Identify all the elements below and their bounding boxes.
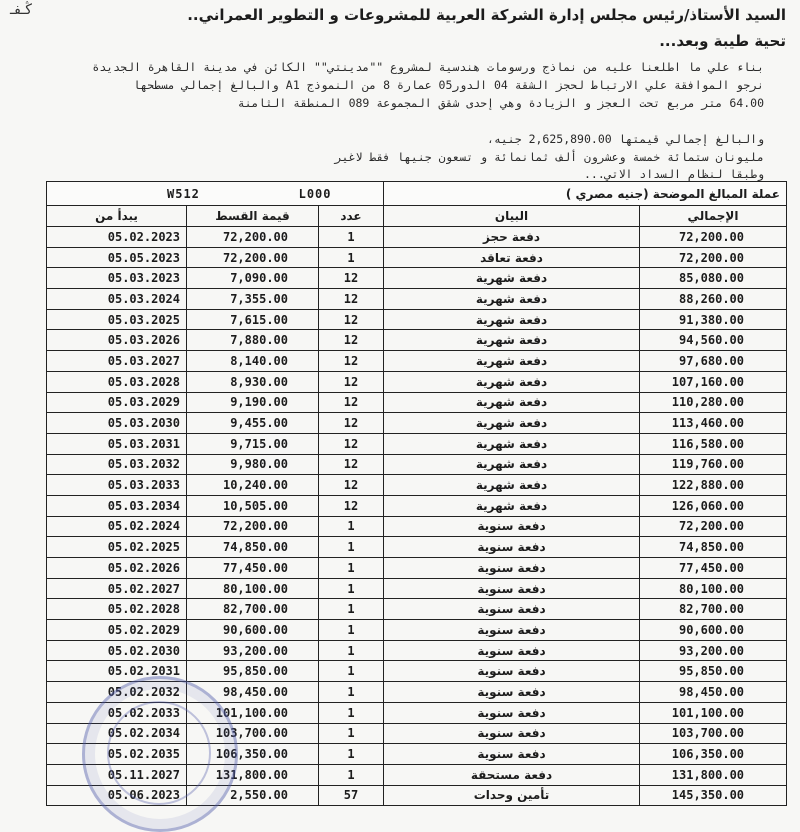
cell-count: 12: [319, 475, 384, 496]
table-row: [47, 537, 787, 558]
cell-installment: 7,090.00: [187, 268, 319, 289]
cell-desc: دفعة شهرية: [384, 433, 640, 454]
cell-total: 82,700.00: [640, 599, 787, 620]
cell-desc: دفعة شهرية: [384, 454, 640, 475]
cell-desc: دفعة شهرية: [384, 495, 640, 516]
cell-start: 05.06.2023: [47, 785, 187, 806]
cell-count: 1: [319, 661, 384, 682]
table-row: [47, 682, 787, 703]
cell-installment: 10,240.00: [187, 475, 319, 496]
header-start-date: يبدأ من: [47, 206, 187, 227]
cell-total: 110,280.00: [640, 392, 787, 413]
cell-desc: دفعة سنوية: [384, 661, 640, 682]
cell-count: 1: [319, 744, 384, 765]
cell-total: 93,200.00: [640, 640, 787, 661]
table-header-row: [47, 206, 787, 227]
cell-start: 05.03.2027: [47, 351, 187, 372]
header-count: عدد: [319, 206, 384, 227]
table-caption-row: [47, 182, 787, 206]
cell-start: 05.02.2023: [47, 227, 187, 248]
cell-count: 1: [319, 247, 384, 268]
cell-total: 91,380.00: [640, 309, 787, 330]
cell-installment: 8,140.00: [187, 351, 319, 372]
cell-count: 1: [319, 578, 384, 599]
cell-desc: دفعة سنوية: [384, 578, 640, 599]
cell-start: 05.03.2031: [47, 433, 187, 454]
table-row: [47, 475, 787, 496]
cell-start: 05.02.2035: [47, 744, 187, 765]
cell-desc: دفعة شهرية: [384, 330, 640, 351]
cell-count: 12: [319, 289, 384, 310]
cell-total: 107,160.00: [640, 371, 787, 392]
table-row: [47, 351, 787, 372]
cell-total: 72,200.00: [640, 516, 787, 537]
addressee-line: السيد الأستاذ/رئيس مجلس إدارة الشركة العربية للمشروعات و التطوير العمراني..: [187, 6, 786, 24]
cell-count: 57: [319, 785, 384, 806]
cell-start: 05.03.2028: [47, 371, 187, 392]
table-row: [47, 495, 787, 516]
cell-installment: 93,200.00: [187, 640, 319, 661]
cell-start: 05.02.2026: [47, 558, 187, 579]
cell-start: 05.03.2032: [47, 454, 187, 475]
table-row: [47, 392, 787, 413]
table-row: [47, 330, 787, 351]
header-installment: قيمة القسط: [187, 206, 319, 227]
table-row: [47, 516, 787, 537]
cell-total: 131,800.00: [640, 764, 787, 785]
cell-installment: 74,850.00: [187, 537, 319, 558]
cell-total: 80,100.00: [640, 578, 787, 599]
cell-count: 1: [319, 764, 384, 785]
cell-start: 05.02.2031: [47, 661, 187, 682]
table-row: [47, 620, 787, 641]
cell-start: 05.02.2029: [47, 620, 187, 641]
cell-desc: دفعة سنوية: [384, 744, 640, 765]
cell-count: 1: [319, 620, 384, 641]
cell-desc: دفعة مستحقة: [384, 764, 640, 785]
cell-start: 05.03.2029: [47, 392, 187, 413]
cell-count: 1: [319, 537, 384, 558]
cell-start: 05.02.2034: [47, 723, 187, 744]
cell-start: 05.02.2025: [47, 537, 187, 558]
cell-total: 119,760.00: [640, 454, 787, 475]
cell-count: 1: [319, 640, 384, 661]
cell-count: 1: [319, 558, 384, 579]
cell-installment: 9,455.00: [187, 413, 319, 434]
table-row: [47, 578, 787, 599]
cell-desc: دفعة شهرية: [384, 351, 640, 372]
cell-count: 12: [319, 330, 384, 351]
cell-installment: 7,880.00: [187, 330, 319, 351]
cell-installment: 90,600.00: [187, 620, 319, 641]
cell-total: 72,200.00: [640, 227, 787, 248]
cell-total: 94,560.00: [640, 330, 787, 351]
cell-start: 05.11.2027: [47, 764, 187, 785]
table-row: [47, 454, 787, 475]
table-row: [47, 289, 787, 310]
cell-total: 145,350.00: [640, 785, 787, 806]
cell-installment: 7,615.00: [187, 309, 319, 330]
greeting-line: تحية طيبة وبعد...: [659, 32, 786, 50]
cell-total: 95,850.00: [640, 661, 787, 682]
payment-schedule-table: [46, 181, 787, 806]
cell-total: 74,850.00: [640, 537, 787, 558]
cell-start: 05.02.2027: [47, 578, 187, 599]
cell-total: 88,260.00: [640, 289, 787, 310]
cell-total: 113,460.00: [640, 413, 787, 434]
cell-start: 05.03.2023: [47, 268, 187, 289]
cell-installment: 9,715.00: [187, 433, 319, 454]
cell-installment: 2,550.00: [187, 785, 319, 806]
table-row: [47, 661, 787, 682]
table-row: [47, 723, 787, 744]
cell-installment: 8,930.00: [187, 371, 319, 392]
cell-count: 12: [319, 413, 384, 434]
cell-desc: دفعة سنوية: [384, 620, 640, 641]
cell-installment: 82,700.00: [187, 599, 319, 620]
cell-start: 05.03.2033: [47, 475, 187, 496]
cell-desc: دفعة سنوية: [384, 599, 640, 620]
cell-count: 1: [319, 516, 384, 537]
table-row: [47, 744, 787, 765]
cell-start: 05.03.2026: [47, 330, 187, 351]
cell-desc: دفعة سنوية: [384, 640, 640, 661]
cell-desc: دفعة تعاقد: [384, 247, 640, 268]
cell-desc: دفعة شهرية: [384, 309, 640, 330]
code-1: W512: [167, 186, 200, 201]
table-row: [47, 247, 787, 268]
cell-total: 98,450.00: [640, 682, 787, 703]
cell-total: 116,580.00: [640, 433, 787, 454]
cell-installment: 10,505.00: [187, 495, 319, 516]
table-row: [47, 640, 787, 661]
table-row: [47, 599, 787, 620]
cell-count: 1: [319, 227, 384, 248]
cell-installment: 72,200.00: [187, 227, 319, 248]
table-row: [47, 764, 787, 785]
currency-label: عملة المبالغ الموضحة (جنيه مصري ): [384, 182, 787, 206]
cell-total: 103,700.00: [640, 723, 787, 744]
cell-total: 106,350.00: [640, 744, 787, 765]
cell-total: 77,450.00: [640, 558, 787, 579]
cell-start: 05.03.2030: [47, 413, 187, 434]
cell-desc: دفعة شهرية: [384, 268, 640, 289]
cell-total: 97,680.00: [640, 351, 787, 372]
table-row: [47, 268, 787, 289]
cell-installment: 72,200.00: [187, 247, 319, 268]
cell-total: 90,600.00: [640, 620, 787, 641]
table-row: [47, 371, 787, 392]
cell-desc: دفعة شهرية: [384, 392, 640, 413]
cell-start: 05.02.2028: [47, 599, 187, 620]
cell-desc: دفعة شهرية: [384, 289, 640, 310]
header-total: الإجمالي: [640, 206, 787, 227]
body-line-1: بناء علي ما اطلعنا عليه من نماذج ورسومات هندسية لمشروع ""مدينتي"" الكائن في مدينة القاهرة الجديدة: [92, 60, 764, 74]
table-row: [47, 433, 787, 454]
unit-codes: [47, 182, 384, 206]
cell-start: 05.05.2023: [47, 247, 187, 268]
cell-start: 05.03.2034: [47, 495, 187, 516]
cell-count: 12: [319, 392, 384, 413]
cell-start: 05.02.2033: [47, 702, 187, 723]
cell-desc: دفعة سنوية: [384, 516, 640, 537]
cell-desc: دفعة شهرية: [384, 413, 640, 434]
cell-count: 12: [319, 309, 384, 330]
cell-start: 05.03.2025: [47, 309, 187, 330]
cell-count: 12: [319, 454, 384, 475]
amount-in-words-line: مليونان ستمائة خمسة وعشرون ألف ثمانمائة و تسعون جنيها فقط لاغير: [334, 150, 764, 164]
cell-installment: 9,980.00: [187, 454, 319, 475]
table-row: [47, 702, 787, 723]
cell-installment: 131,800.00: [187, 764, 319, 785]
cell-count: 12: [319, 433, 384, 454]
body-line-2: نرجو الموافقة علي الارتباط لحجز الشقة 04 الدور05 عمارة 8 من النموذج A1 والبالغ إجمالي مسطحها: [133, 78, 764, 92]
cell-desc: دفعة سنوية: [384, 537, 640, 558]
cell-installment: 106,350.00: [187, 744, 319, 765]
cell-installment: 103,700.00: [187, 723, 319, 744]
code-2: L000: [298, 186, 332, 201]
cell-start: 05.02.2024: [47, 516, 187, 537]
cell-count: 12: [319, 371, 384, 392]
cell-count: 1: [319, 599, 384, 620]
cell-installment: 72,200.00: [187, 516, 319, 537]
cell-desc: دفعة سنوية: [384, 702, 640, 723]
cell-installment: 9,190.00: [187, 392, 319, 413]
cell-count: 12: [319, 351, 384, 372]
table-row: [47, 558, 787, 579]
cell-installment: 98,450.00: [187, 682, 319, 703]
cell-desc: دفعة سنوية: [384, 723, 640, 744]
cell-total: 101,100.00: [640, 702, 787, 723]
header-description: البيان: [384, 206, 640, 227]
cell-installment: 101,100.00: [187, 702, 319, 723]
handwritten-mark: ﯕـﻔـ: [10, 2, 32, 18]
cell-count: 12: [319, 495, 384, 516]
cell-total: 122,880.00: [640, 475, 787, 496]
table-row: [47, 309, 787, 330]
payment-system-line: وطبقا لنظام السداد الاتي...: [583, 167, 764, 181]
cell-desc: تأمين وحدات: [384, 785, 640, 806]
cell-installment: 80,100.00: [187, 578, 319, 599]
cell-desc: دفعة سنوية: [384, 558, 640, 579]
cell-installment: 77,450.00: [187, 558, 319, 579]
cell-start: 05.03.2024: [47, 289, 187, 310]
cell-total: 85,080.00: [640, 268, 787, 289]
table-row: [47, 413, 787, 434]
cell-total: 126,060.00: [640, 495, 787, 516]
cell-desc: دفعة حجز: [384, 227, 640, 248]
cell-desc: دفعة شهرية: [384, 371, 640, 392]
cell-installment: 95,850.00: [187, 661, 319, 682]
body-line-3: 64.00 متر مربع تحت العجز و الزيادة وهي إحدى شقق المجموعة 089 المنطقة الثامنة: [237, 96, 764, 110]
cell-total: 72,200.00: [640, 247, 787, 268]
table-row: [47, 227, 787, 248]
cell-count: 1: [319, 723, 384, 744]
total-amount-line: والبالغ إجمالي قيمتها 2,625,890.00 جنيه،: [487, 132, 764, 146]
cell-start: 05.02.2030: [47, 640, 187, 661]
cell-count: 12: [319, 268, 384, 289]
cell-count: 1: [319, 702, 384, 723]
cell-start: 05.02.2032: [47, 682, 187, 703]
cell-desc: دفعة شهرية: [384, 475, 640, 496]
cell-desc: دفعة سنوية: [384, 682, 640, 703]
cell-count: 1: [319, 682, 384, 703]
cell-installment: 7,355.00: [187, 289, 319, 310]
